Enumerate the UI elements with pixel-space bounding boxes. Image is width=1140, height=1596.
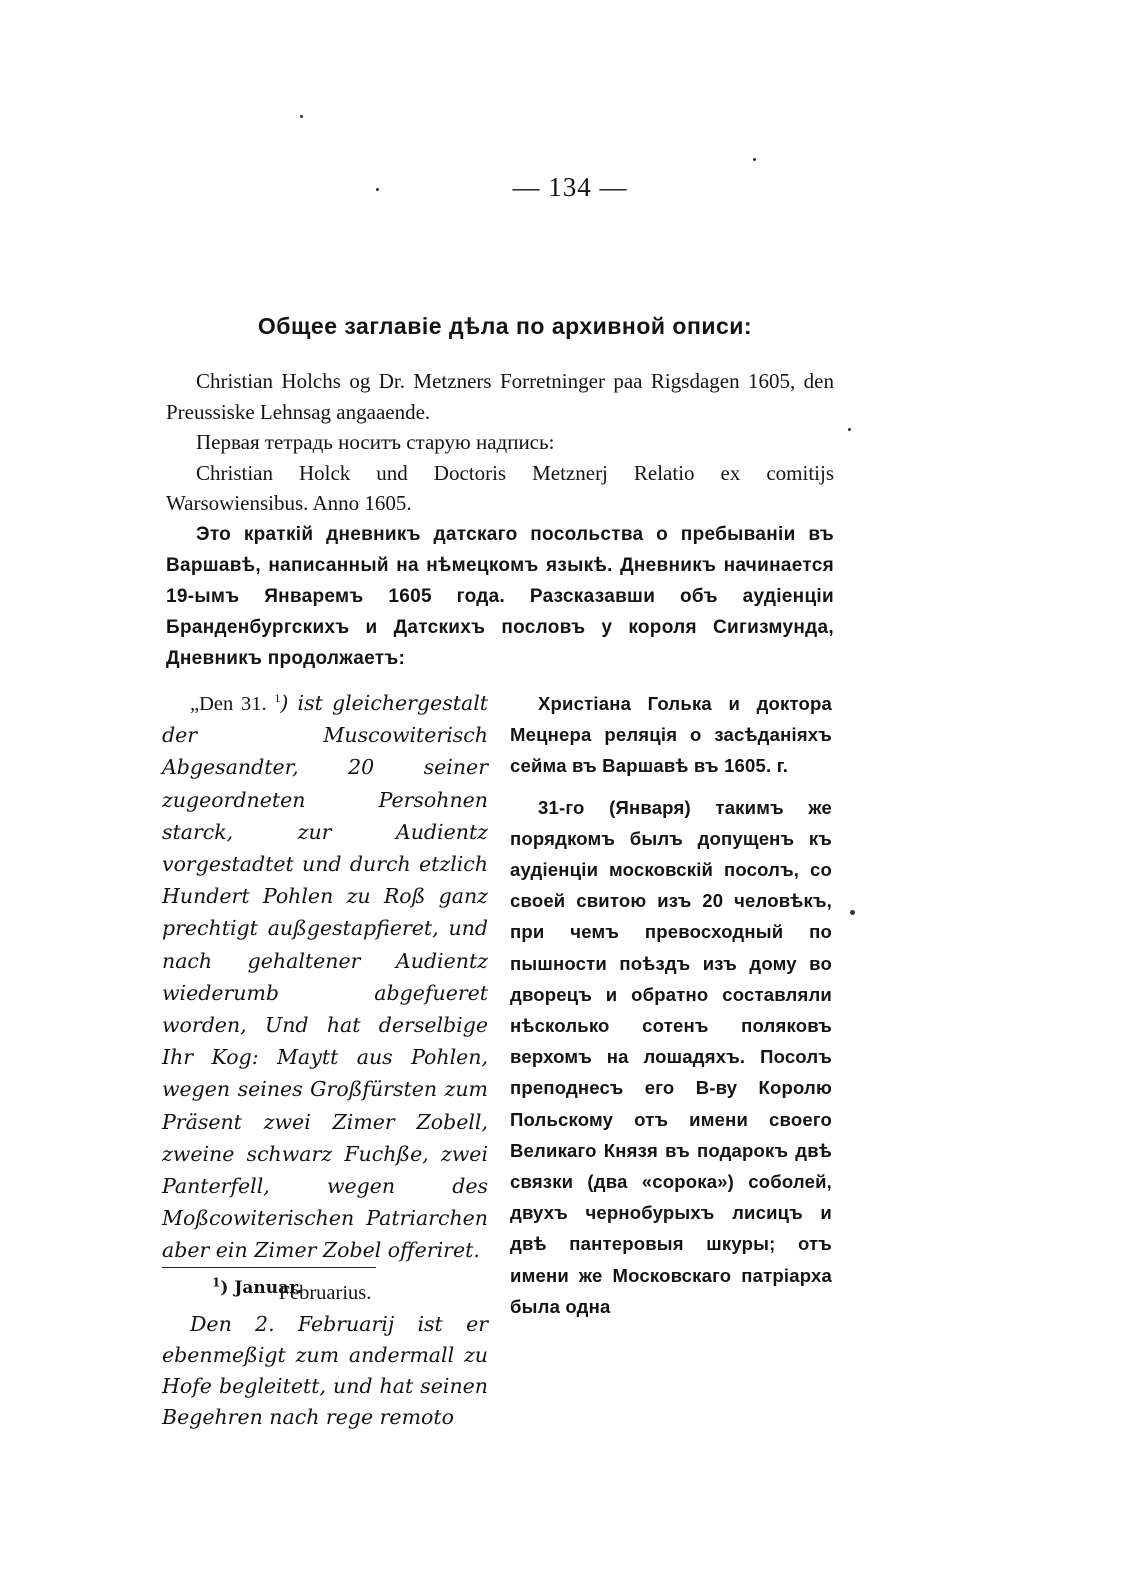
german-text-1: ) ist gleichergestalt der Muscowiterisch Abgesandter, 20 seiner zugeordneten Persohnen starck, zur Audientz vorgestadtet und durch etzlich Hundert Pohlen zu Roß ganz prechtigt außgestapfieret, und nach gehaltener Audientz wiederumb abgefueret worden, Und hat derselbige Ihr Kog: Maytt aus Pohlen, wegen seines Großfürsten zum Präsent zwei Zimer Zobell, zweine schwarz Fuchße, zwei Panterfell, wegen des Moßcowiterischen Patriarchen aber ein Zimer Zobel offeriret. <box>162 691 488 1263</box>
footnote-text: ) Januar. <box>220 1278 303 1298</box>
russian-translation-body: 31-го (Января) такимъ же порядкомъ былъ допущенъ къ аудіенціи московскій посолъ, со своей свитою изъ 20 человѣкъ, при чемъ превосходный по пышности поѣздъ изъ дому во дворецъ и обратно составляли нѣсколько сотенъ поляковъ верхомъ на лошадяхъ. Посолъ преподнесъ его В-ву Королю Польскому отъ имени своего Великаго Князя въ подарокъ двѣ связки (два «сорока») соболей, двухъ чернобурыхъ лисицъ и двѣ пантеровыя шкуры; отъ имени же Московскаго патріарха была одна <box>510 796 832 1317</box>
latin-title: Christian Holck und Doctoris Metznerj Relatio ex comitijs Warsowiensibus. Anno 1605. <box>166 460 834 515</box>
german-date-open: „Den 31. <box>190 693 267 715</box>
danish-title: Christian Holchs og Dr. Metzners Forretninger paa Rigsdagen 1605, den Preussiske Lehnsag angaaende. <box>166 369 834 424</box>
scan-speck <box>850 910 855 915</box>
scan-speck <box>848 428 851 431</box>
russian-summary: Это краткій дневникъ датскаго посольства о пребываніи въ Варшавѣ, написанный на нѣмецкомъ языкѣ. Дневникъ начинается 19-ымъ Январемъ 1605 года. Разсказавши объ аудіенціи Бранденбургскихъ и Датскихъ пословъ у короля Сигизмунда, Дневникъ продолжаетъ: <box>166 523 834 669</box>
german-column <box>162 688 488 1434</box>
document-heading: Общее заглавіе дѣла по архивной описи: <box>257 313 753 339</box>
russian-column <box>510 688 832 1322</box>
first-notebook-note: Первая тетрадь носитъ старую надпись: <box>196 430 555 454</box>
russian-translation-title: Христіана Голька и доктора Мецнера реляція о засѣданіяхъ сейма въ Варшавѣ въ 1605. г. <box>510 693 832 777</box>
german-paragraph-2: Den 2. Februarij ist er ebenmeßigt zum andermall zu Hofe begleitett, und hat seinen Begehren nach rege remoto <box>162 1311 488 1430</box>
footnote-divider <box>162 1267 376 1268</box>
scan-speck <box>300 115 303 118</box>
scan-speck <box>753 158 756 161</box>
month-heading: Februarius. <box>278 1281 372 1304</box>
intro-section <box>166 366 834 674</box>
page-number: — 134 — <box>512 172 628 202</box>
german-paragraph-1 <box>162 688 488 1268</box>
footnote <box>212 1275 303 1298</box>
footnote-marker: 1 <box>212 1275 221 1290</box>
footnote-ref: 1 <box>274 691 281 706</box>
